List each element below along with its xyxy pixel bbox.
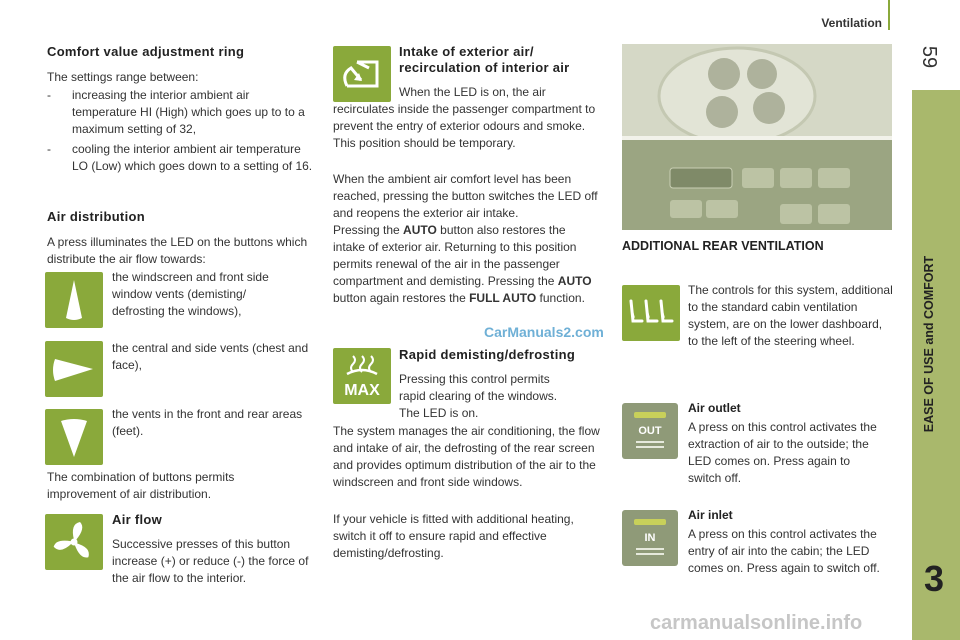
intake-p1: When the LED is on, the air recirculates inside the passenger compartment to prevent the entry of exterior odours and smoke. This position should be temporary. — [333, 85, 596, 150]
dashboard-photo — [622, 44, 892, 230]
comfort-intro: The settings range between: — [47, 70, 199, 84]
footer-watermark: carmanualsonline.info — [650, 612, 863, 634]
intake-p2: When the ambient air comfort level has been reached, pressing the button switches the LED off and reopens the exterior air intake. — [333, 172, 598, 220]
air-outlet-title: Air outlet — [688, 401, 741, 415]
intake-p3: Pressing the AUTO button also restores the intake of exterior air. Returning to this position permits renewal of the air in the passenger compartment and demisting. Pressing the AUTO button again restores the FULL AUTO function. — [333, 223, 592, 305]
max-demist-icon — [333, 348, 391, 404]
feet-vent-icon — [45, 409, 103, 465]
air-inlet-title: Air inlet — [688, 508, 733, 522]
header-rule — [888, 0, 890, 30]
rear-ventilation-title: ADDITIONAL REAR VENTILATION — [622, 239, 824, 253]
fan-icon — [45, 514, 103, 570]
air-outlet-text: A press on this control activates the extraction of air to the outside; the LED comes on. Press again to switch off. — [688, 420, 877, 485]
rapid-p1: Pressing this control permits rapid clearing of the windows. The LED is on. — [399, 372, 558, 420]
air-distribution-intro: A press illuminates the LED on the buttons which distribute the air flow towards: — [47, 235, 308, 266]
list-item: - cooling the interior ambient air temperature LO (Low) which goes down to a setting of 16. — [47, 142, 313, 173]
rapid-p3: If your vehicle is fitted with additional heating, switch it off to ensure rapid and effective demisting/defrosting. — [333, 512, 574, 560]
air-inlet-button-icon — [622, 510, 678, 566]
central-text: the central and side vents (chest and face), — [112, 341, 309, 372]
rapid-p2: The system manages the air conditioning, the flow and intake of air, the defrosting of the rear screen and provides optimum distribution of the air to the windscreen and front side windows. — [333, 424, 600, 489]
rear-seats-icon — [622, 285, 680, 341]
intake-title: Intake of exterior air/ recirculation of interior air — [399, 44, 570, 75]
central-vent-icon — [45, 341, 103, 397]
header-section-title: Ventilation — [821, 16, 882, 30]
rapid-title: Rapid demisting/defrosting — [399, 347, 576, 362]
air-flow-title: Air flow — [112, 512, 163, 527]
air-inlet-text: A press on this control activates the entry of air into the cabin; the LED comes on. Press again to switch off. — [688, 527, 880, 575]
list-item: - increasing the interior ambient air temperature HI (High) which goes up to to a maximum setting of 32, — [47, 88, 305, 136]
air-distribution-title: Air distribution — [47, 209, 145, 224]
out-label: OUT — [638, 425, 662, 437]
air-flow-text: Successive presses of this button increase (+) or reduce (-) the force of the air flow to the interior. — [112, 537, 309, 585]
windscreen-vent-icon — [45, 272, 103, 328]
watermark-carmanuals2: CarManuals2.com — [484, 324, 604, 340]
rear-ventilation-text: The controls for this system, additional to the standard cabin ventilation system, are on the lower dashboard, to the left of the steering wheel. — [688, 283, 893, 348]
chapter-title-vertical: EASE OF USE and COMFORT — [922, 255, 936, 433]
max-icon-label: MAX — [344, 382, 380, 399]
feet-text: the vents in the front and rear areas (feet). — [112, 407, 303, 438]
chapter-number: 3 — [923, 558, 945, 599]
air-outlet-button-icon — [622, 403, 678, 459]
page-number: 59 — [918, 45, 940, 69]
comfort-title: Comfort value adjustment ring — [47, 44, 245, 59]
combination-text: The combination of buttons permits improvement of air distribution. — [47, 470, 235, 501]
in-label: IN — [644, 532, 656, 544]
windscreen-text: the windscreen and front side window vents (demisting/ defrosting the windows), — [112, 270, 269, 318]
